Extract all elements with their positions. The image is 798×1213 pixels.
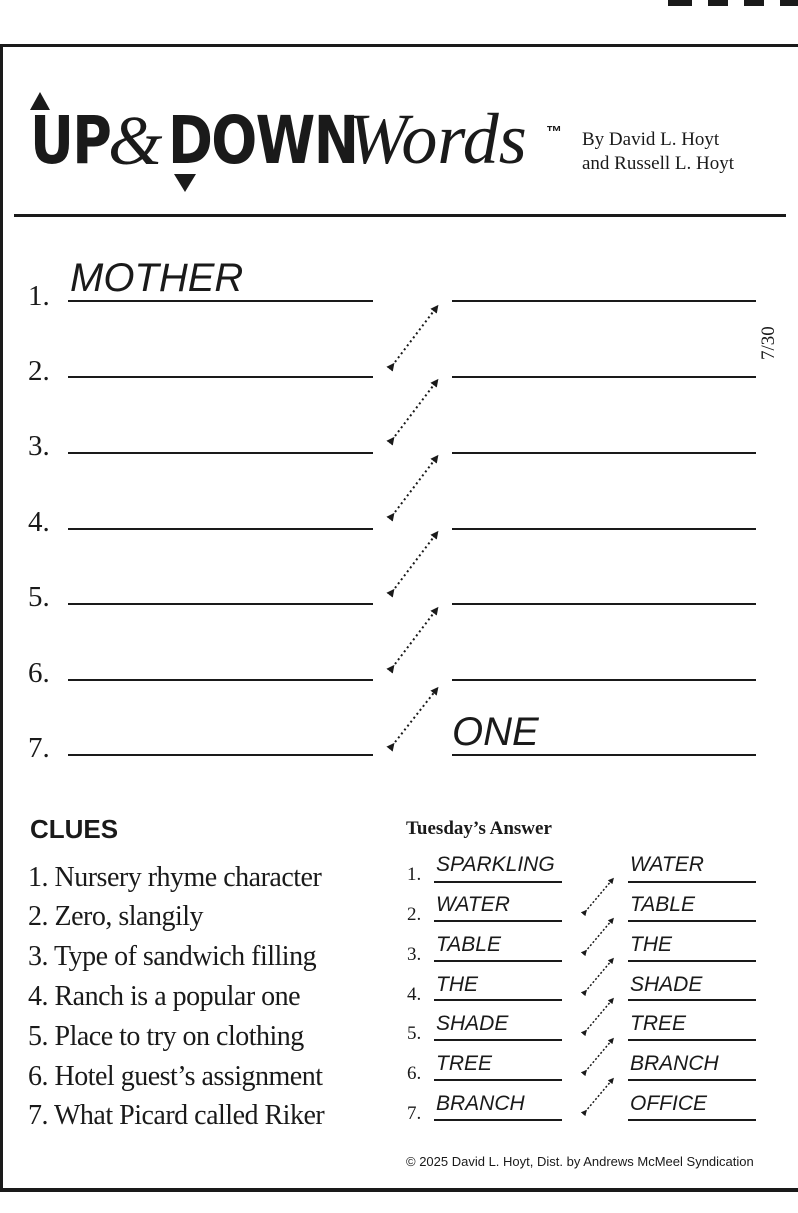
previous-right-word: OFFICE [630, 1092, 707, 1115]
clue-item: 3. Type of sandwich filling [28, 941, 317, 972]
clue-item: 1. Nursery rhyme character [28, 862, 322, 893]
byline-line-2: and Russell L. Hoyt [582, 153, 734, 174]
double-arrow-icon [585, 920, 612, 952]
previous-line-left [434, 920, 562, 922]
main-connectors [392, 308, 436, 746]
row-number: 7. [407, 1103, 422, 1124]
previous-right-word: WATER [630, 853, 704, 876]
previous-left-word: BRANCH [436, 1092, 525, 1115]
row-number: 7. [28, 732, 50, 764]
previous-line-left [434, 1039, 562, 1041]
previous-answer-title: Tuesday’s Answer [406, 818, 552, 839]
previous-left-word: TREE [436, 1052, 493, 1075]
clue-item: 2. Zero, slangily [28, 901, 204, 932]
double-arrow-icon [392, 458, 436, 516]
double-arrow-icon [585, 1000, 612, 1032]
trademark: ™ [546, 124, 562, 141]
previous-line-right [628, 1119, 756, 1121]
logo-words-text: Words [348, 99, 527, 179]
previous-line-left [434, 960, 562, 962]
previous-left-word: THE [436, 973, 478, 996]
copyright: © 2025 David L. Hoyt, Dist. by Andrews McMeel Syndication [406, 1154, 754, 1169]
double-arrow-icon [392, 534, 436, 592]
double-arrow-icon [585, 960, 612, 992]
double-arrow-icon [392, 690, 436, 746]
row-number: 6. [407, 1063, 422, 1084]
answer-left[interactable]: MOTHER [70, 256, 244, 300]
row-number: 5. [28, 581, 50, 613]
previous-line-right [628, 1039, 756, 1041]
double-arrow-icon [392, 610, 436, 668]
double-arrow-icon [392, 308, 436, 366]
previous-connectors [585, 880, 612, 1112]
logo-down-text: DOWN [168, 102, 358, 179]
answer-right[interactable]: ONE [452, 710, 539, 754]
row-number: 1. [407, 864, 422, 885]
previous-right-word: THE [630, 933, 672, 956]
previous-line-right [628, 920, 756, 922]
previous-right-word: SHADE [630, 973, 703, 996]
clue-item: 7. What Picard called Riker [28, 1100, 325, 1131]
previous-left-word: SPARKLING [436, 853, 555, 876]
row-number: 2. [28, 355, 50, 387]
previous-left-word: TABLE [436, 933, 501, 956]
previous-line-left [434, 999, 562, 1001]
double-arrow-icon [585, 1040, 612, 1072]
previous-line-right [628, 960, 756, 962]
row-number: 3. [407, 944, 422, 965]
previous-line-right [628, 881, 756, 883]
previous-line-left [434, 1119, 562, 1121]
previous-left-word: WATER [436, 893, 510, 916]
row-number: 3. [28, 430, 50, 462]
previous-right-word: TABLE [630, 893, 695, 916]
previous-line-right [628, 999, 756, 1001]
previous-right-word: BRANCH [630, 1052, 719, 1075]
previous-line-right [628, 1079, 756, 1081]
row-number: 4. [28, 506, 50, 538]
clue-item: 6. Hotel guest’s assignment [28, 1061, 323, 1092]
clues-title: CLUES [30, 814, 119, 844]
previous-line-left [434, 1079, 562, 1081]
previous-right-word: TREE [630, 1012, 687, 1035]
date-stamp: 7/30 [758, 326, 779, 360]
row-number: 1. [28, 280, 50, 312]
logo-up-text: UP [30, 102, 111, 179]
row-number: 5. [407, 1023, 422, 1044]
double-arrow-icon [392, 382, 436, 440]
logo-ampersand: & [108, 103, 163, 180]
row-number: 6. [28, 657, 50, 689]
clue-item: 4. Ranch is a popular one [28, 981, 301, 1012]
byline-line-1: By David L. Hoyt [582, 129, 720, 150]
double-arrow-icon [585, 880, 612, 912]
row-number: 4. [407, 984, 422, 1005]
previous-left-word: SHADE [436, 1012, 509, 1035]
double-arrow-icon [585, 1080, 612, 1112]
previous-line-left [434, 881, 562, 883]
row-number: 2. [407, 904, 422, 925]
clue-item: 5. Place to try on clothing [28, 1021, 304, 1052]
